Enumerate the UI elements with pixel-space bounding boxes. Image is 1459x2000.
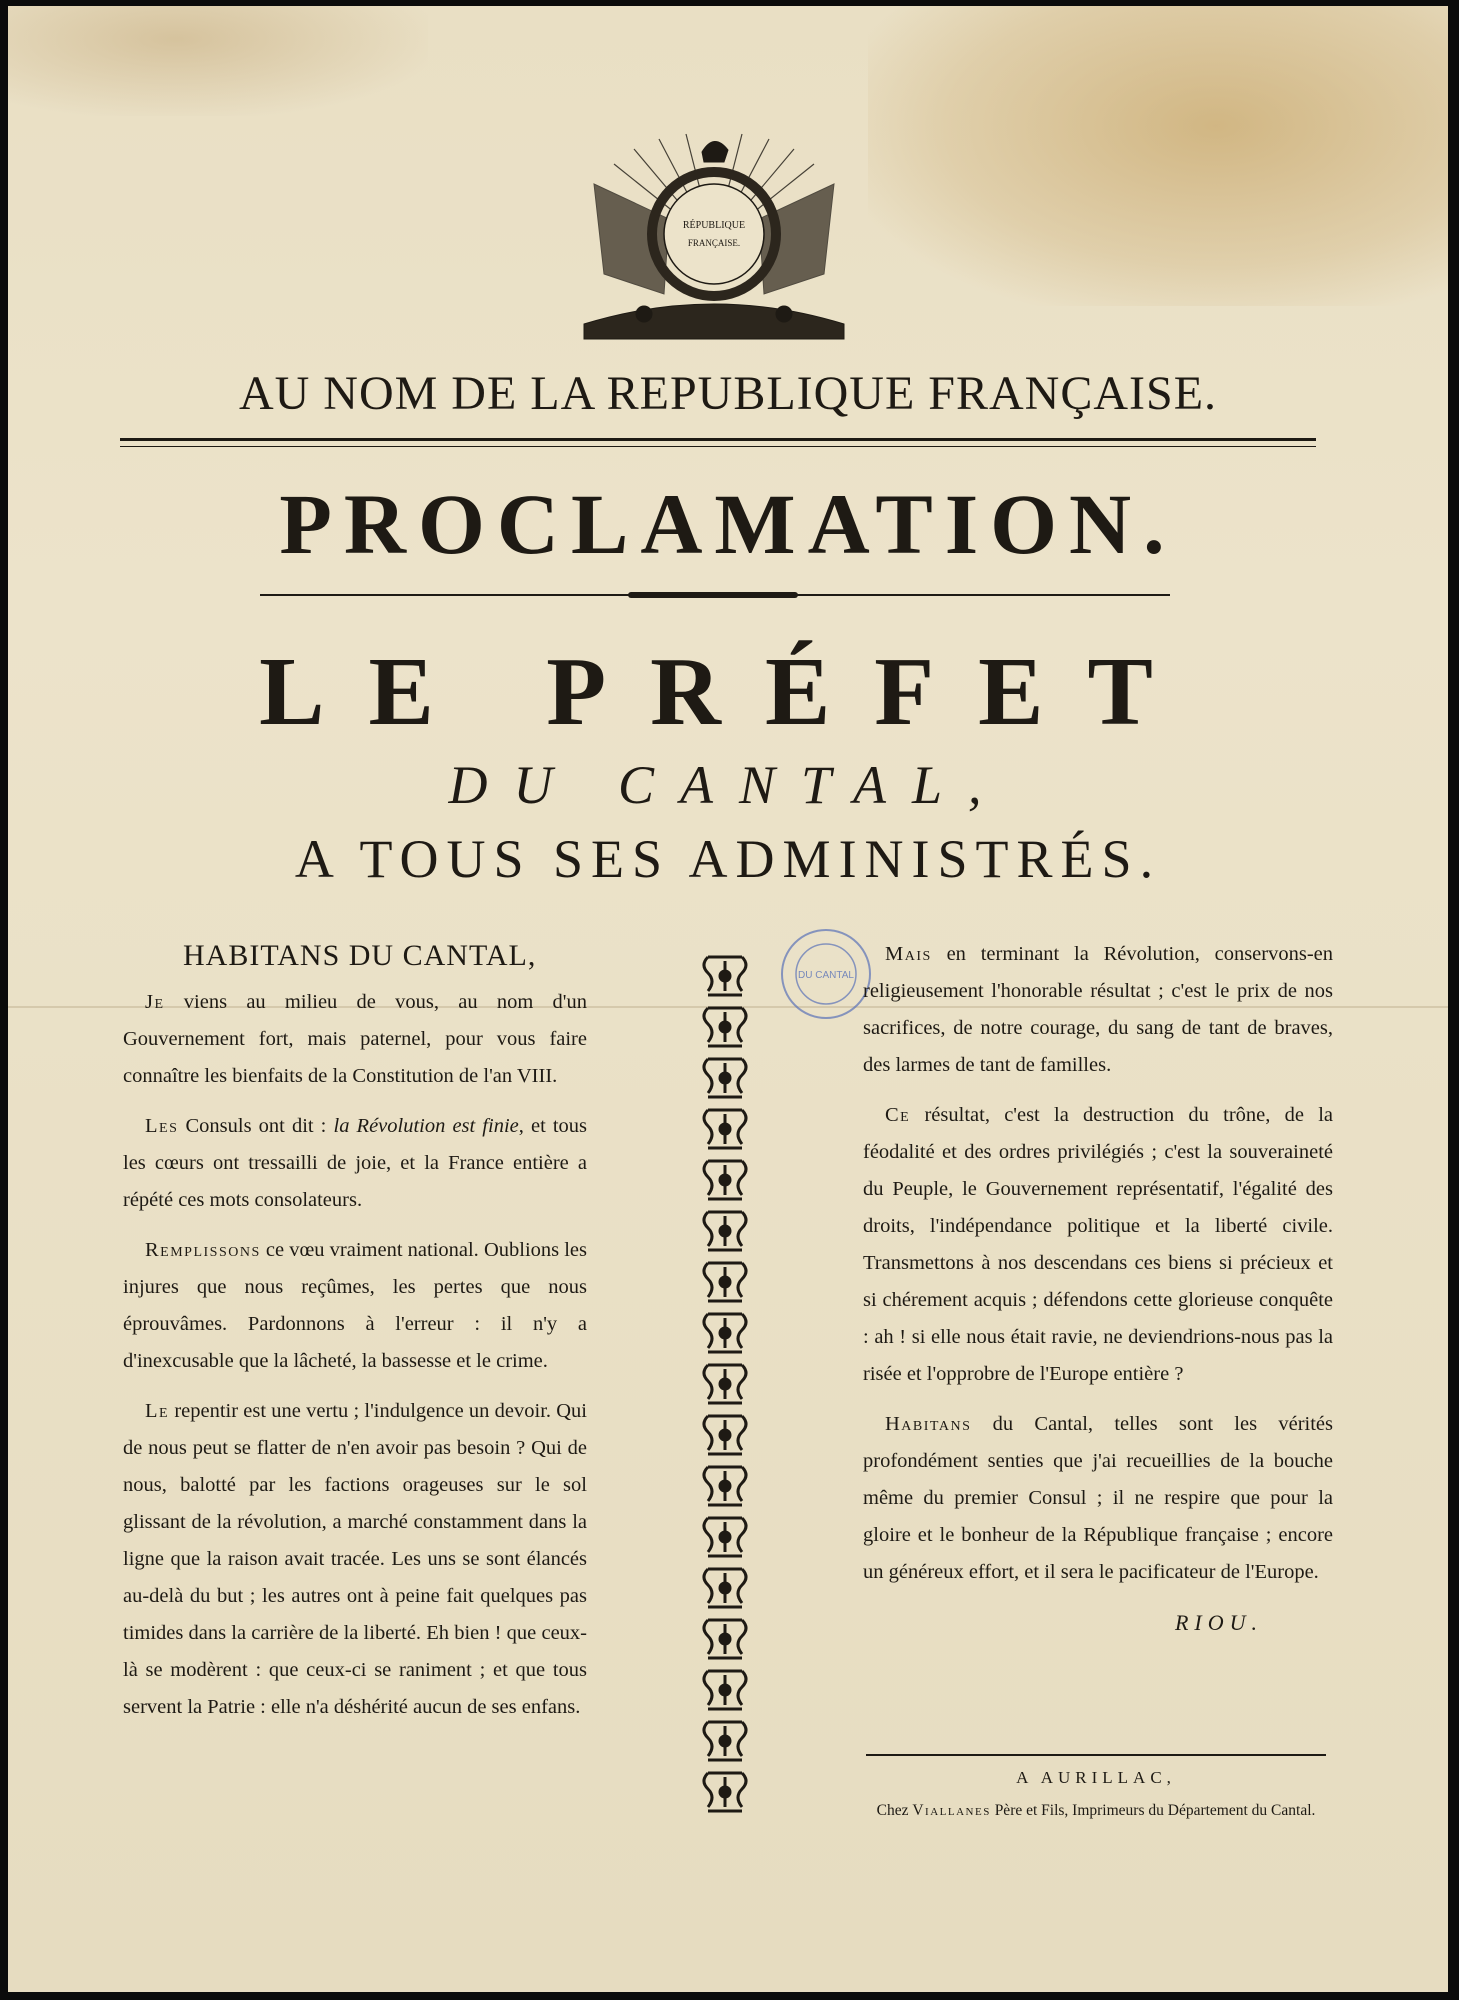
ornament-unit — [704, 1467, 746, 1505]
ornament-unit — [704, 1059, 746, 1097]
paragraph: Remplissons ce vœu vraiment national. Oublions les injures que nous reçûmes, les pertes que nous éprouvâmes. Pardonnons à l'erreur : il n'y a d'inexcusable que la lâcheté, la bassesse et le crime. — [123, 1239, 588, 1372]
paragraph: Mais en terminant la Révolution, conservons-en religieusement l'honorable résultat ; c'est le prix de nos sacrifices, de notre courage, du sang de tant de braves, des larmes de tant de familles. — [863, 943, 1334, 1076]
svg-text:RÉPUBLIQUE: RÉPUBLIQUE — [682, 220, 746, 231]
signature: RIOU. — [1174, 1610, 1263, 1635]
ornament-unit — [704, 1722, 746, 1760]
proclamation-sheet — [8, 6, 1448, 1992]
subtitle-administres: A TOUS SES ADMINISTRÉS. — [294, 829, 1162, 889]
printer-imprint: Chez Viallanes Père et Fils, Imprimeurs du Département du Cantal. — [876, 1802, 1316, 1819]
right-column — [863, 936, 1333, 1641]
svg-text:FRANÇAISE.: FRANÇAISE. — [687, 238, 741, 248]
paragraph: Habitans du Cantal, telles sont les vérités profondément senties que j'ai recueillies de la bouche même du premier Consul ; il ne respire que pour la gloire et le bonheur de la République française ; encore un généreux effort, et il sera le pacificateur de l'Europe. — [863, 1413, 1333, 1583]
vertical-scroll-ornament-icon — [694, 951, 756, 1831]
ornament-unit — [704, 1314, 746, 1352]
paragraph: Les Consuls ont dit : la Révolution est finie, et tous les cœurs ont tressailli de joie, et la France entière a répété ces mots consolateurs. — [123, 1115, 588, 1211]
paragraph: Je viens au milieu de vous, au nom d'un Gouvernement fort, mais paternel, pour vous faire connaître les bienfaits de la Constitution de l'an VIII. — [123, 991, 588, 1087]
paper-stain — [8, 6, 428, 116]
ornament-unit — [704, 1008, 746, 1046]
ornament-unit — [704, 1110, 746, 1148]
greeting: HABITANS DU CANTAL, — [183, 939, 537, 972]
printer-city: A AURILLAC, — [1016, 1768, 1176, 1787]
left-column — [123, 936, 587, 1739]
ornament-unit — [704, 1416, 746, 1454]
archive-stamp-icon — [778, 926, 874, 1022]
ornament-unit — [704, 1569, 746, 1607]
paper-stain — [868, 6, 1448, 306]
republic-emblem-icon — [574, 124, 854, 344]
ornament-unit — [704, 1671, 746, 1709]
subtitle-cantal: DU CANTAL, — [448, 755, 1008, 815]
ornament-unit — [704, 1263, 746, 1301]
ornament-unit — [704, 1620, 746, 1658]
ornament-unit — [704, 1518, 746, 1556]
ornament-unit — [704, 1212, 746, 1250]
ornament-unit — [704, 1773, 746, 1811]
svg-text:DU CANTAL: DU CANTAL — [798, 970, 854, 981]
ornament-unit — [704, 957, 746, 995]
page-title: PROCLAMATION. — [279, 476, 1177, 572]
paragraph: Ce résultat, c'est la destruction du trône, de la féodalité et des ordres privilégiés ; c'est la souveraineté du Peuple, le Gouvernement représentatif, l'égalité des droits, l'indépendance politique et la liberté civile. Transmettons à nos descendans ces biens si précieux et si chérement acquis ; défendons cette glorieuse conquête : ah ! si elle nous était ravie, ne deviendrions-nous pas la risée et l'opprobre de l'Europe entière ? — [863, 1104, 1333, 1385]
printer-rule — [866, 1754, 1326, 1756]
header-line: AU NOM DE LA REPUBLIQUE FRANÇAISE. — [238, 367, 1218, 420]
paragraph: Le repentir est une vertu ; l'indulgence un devoir. Qui de nous peut se flatter de n'en avoir pas besoin ? Qui de nous, balotté par les factions orageuses sur le sol glissant de la révolution, a marché constamment dans la ligne que la raison avait tracée. Les uns se sont élancés au-delà du but ; les autres ont à peine fait quelques pas timides dans la carrière de la liberté. Eh bien ! que ceux-là se modèrent : que ceux-ci se raniment ; et que tous servent la Patrie : elle n'a déshérité aucun de ses enfans. — [123, 1400, 588, 1718]
ornament-unit — [704, 1365, 746, 1403]
divider-rule — [628, 592, 798, 598]
double-rule — [120, 438, 1316, 441]
subtitle-prefet: LE PRÉFET — [259, 638, 1197, 746]
double-rule — [120, 446, 1316, 447]
ornament-unit — [704, 1161, 746, 1199]
